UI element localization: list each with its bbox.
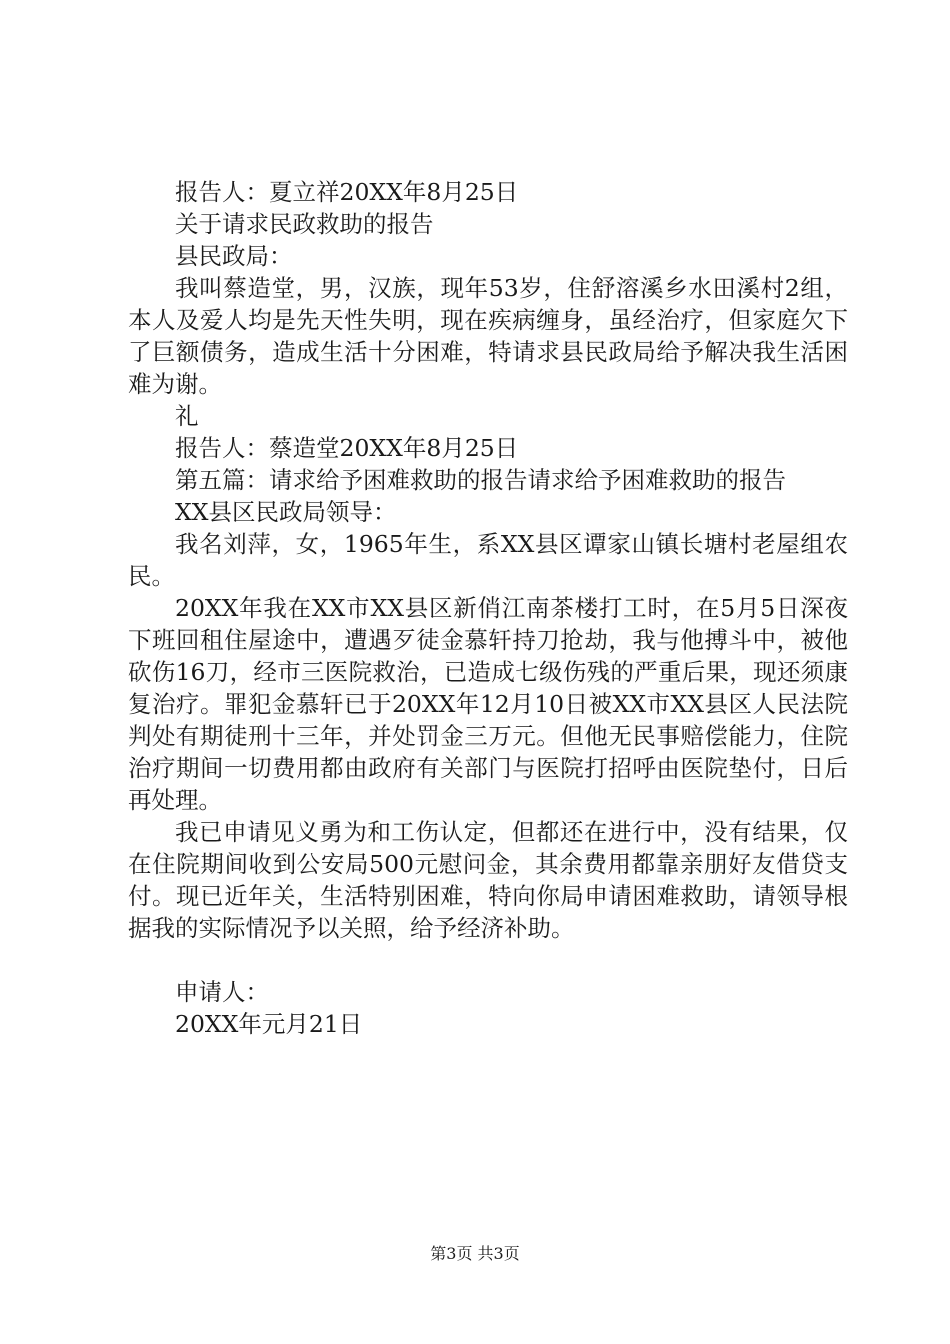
- addressee-1: 县民政局：: [175, 242, 293, 270]
- applicant-label: 申请人：: [175, 978, 269, 1006]
- report-title: 关于请求民政救助的报告: [175, 210, 434, 238]
- body-paragraph-3: 20XX年我在XX市XX县区新俏江南茶楼打工时，在5月5日深夜下班回租住屋途中，遭遇歹徒金慕轩持刀抢劫，我与他搏斗中，被他砍伤16刀，经市三医院救治，已造成七级伤残的严重后果，现还须康复治疗。罪犯金慕轩已于20XX年12月10日被XX市XX县区人民法院判处有期徒刑十三年，并处罚金三万元。但他无民事赔偿能力，住院治疗期间一切费用都由政府有关部门与医院打招呼由医院垫付，日后再处理。: [128, 594, 848, 814]
- addressee-2: XX县区民政局领导：: [175, 498, 397, 526]
- reporter-line-2: 报告人：蔡造堂20XX年8月25日: [175, 434, 519, 462]
- application-date: 20XX年元月21日: [175, 1010, 363, 1038]
- closing-salutation: 礼: [175, 402, 199, 430]
- page-footer: 第3页 共3页: [430, 1244, 520, 1263]
- body-paragraph-2: 我名刘萍，女，1965年生，系XX县区谭家山镇长塘村老屋组农民。: [128, 530, 848, 590]
- body-paragraph-1: 我叫蔡造堂，男，汉族，现年53岁，住舒溶溪乡水田溪村2组，本人及爱人均是先天性失明，现在疾病缠身，虽经治疗，但家庭欠下了巨额债务，造成生活十分困难，特请求县民政局给予解决我生活困难为谢。: [128, 274, 848, 398]
- section-heading: 第五篇：请求给予困难救助的报告请求给予困难救助的报告: [175, 466, 786, 494]
- reporter-line-1: 报告人：夏立祥20XX年8月25日: [175, 178, 519, 206]
- document-body: [128, 176, 848, 1040]
- body-paragraph-4: 我已申请见义勇为和工伤认定，但都还在进行中，没有结果，仅在住院期间收到公安局500元慰问金，其余费用都靠亲朋好友借贷支付。现已近年关，生活特别困难，特向你局申请困难救助，请领导根据我的实际情况予以关照，给予经济补助。: [128, 818, 848, 942]
